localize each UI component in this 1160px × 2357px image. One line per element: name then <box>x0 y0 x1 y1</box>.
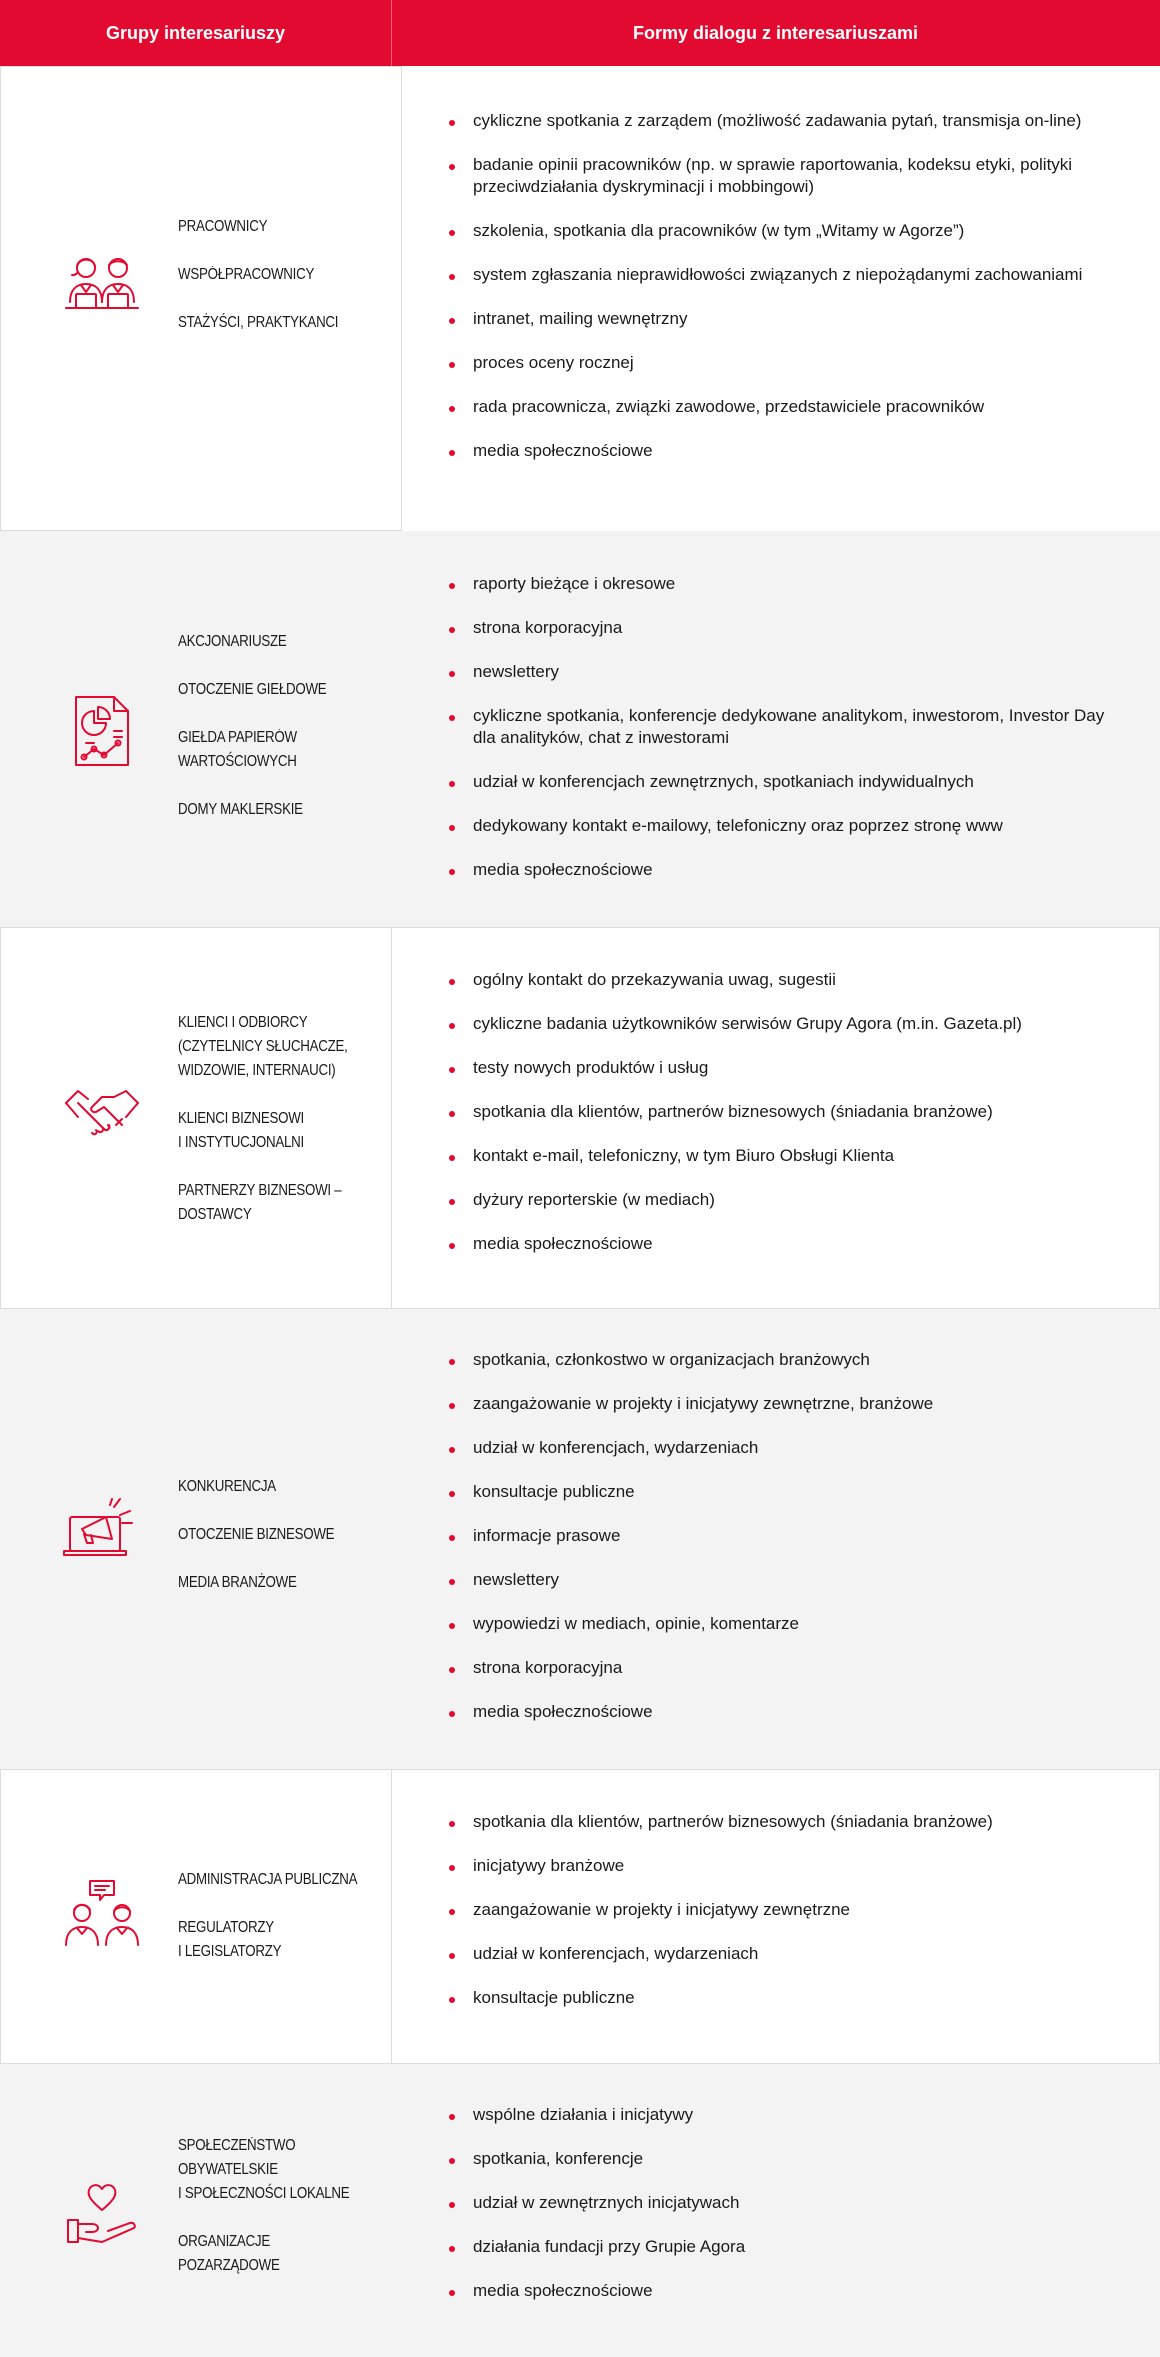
financial-report-icon <box>62 691 142 771</box>
list-item: ogólny kontakt do przekazywania uwag, sugestii <box>446 969 1126 991</box>
stakeholder-group: KONKURENCJA <box>178 1478 276 1495</box>
list-item: udział w zewnętrznych inicjatywach <box>446 2192 1126 2214</box>
dialogue-forms-list <box>446 2104 1126 2302</box>
list-item: konsultacje publiczne <box>446 1987 1126 2009</box>
stakeholder-group: ADMINISTRACJA PUBLICZNA <box>178 1871 358 1888</box>
list-item: rada pracownicza, związki zawodowe, przedstawiciele pracowników <box>446 396 1126 418</box>
list-item: wypowiedzi w mediach, opinie, komentarze <box>446 1613 1126 1635</box>
stakeholder-group: PARTNERZY BIZNESOWI – DOSTAWCY <box>178 1182 342 1223</box>
stakeholder-row-employees <box>0 66 1160 531</box>
dialogue-forms-list <box>446 573 1126 881</box>
list-item: spotkania dla klientów, partnerów biznesowych (śniadania branżowe) <box>446 1101 1126 1123</box>
header-stakeholder-groups: Grupy interesariuszy <box>105 22 286 43</box>
heart-hand-icon <box>62 2170 142 2250</box>
table-header <box>0 0 1160 66</box>
list-item: spotkania, konferencje <box>446 2148 1126 2170</box>
list-item: badanie opinii pracowników (np. w sprawie raportowania, kodeksu etyki, polityki przeciwdziałania dyskryminacji i mobbingowi) <box>446 154 1126 198</box>
list-item: inicjatywy branżowe <box>446 1855 1126 1877</box>
list-item: zaangażowanie w projekty i inicjatywy zewnętrzne, branżowe <box>446 1393 1126 1415</box>
list-item: media społecznościowe <box>446 2280 1126 2302</box>
dialogue-forms-list <box>446 1349 1126 1723</box>
list-item: udział w konferencjach zewnętrznych, spotkaniach indywidualnych <box>446 771 1126 793</box>
list-item: testy nowych produktów i usług <box>446 1057 1126 1079</box>
list-item: dedykowany kontakt e-mailowy, telefoniczny oraz poprzez stronę www <box>446 815 1126 837</box>
stakeholder-group: WSPÓŁPRACOWNICY <box>178 266 315 283</box>
stakeholder-groups <box>178 1868 388 1964</box>
employees-icon <box>62 248 142 328</box>
stakeholder-groups <box>178 1011 388 1227</box>
stakeholder-group: STAŻYŚCI, PRAKTYKANCI <box>178 314 339 331</box>
stakeholder-group: OTOCZENIE GIEŁDOWE <box>178 681 327 698</box>
list-item: udział w konferencjach, wydarzeniach <box>446 1943 1126 1965</box>
list-item: media społecznościowe <box>446 859 1126 881</box>
stakeholder-group: REGULATORZY I LEGISLATORZY <box>178 1919 282 1960</box>
list-item: działania fundacji przy Grupie Agora <box>446 2236 1126 2258</box>
list-item: system zgłaszania nieprawidłowości związanych z niepożądanymi zachowaniami <box>446 264 1126 286</box>
people-dialogue-icon <box>62 1875 142 1955</box>
handshake-icon <box>62 1073 142 1153</box>
stakeholder-group: SPOŁECZEŃSTWO OBYWATELSKIE I SPOŁECZNOŚCI LOKALNE <box>178 2137 350 2202</box>
stakeholder-group: MEDIA BRANŻOWE <box>178 1574 297 1591</box>
stakeholder-groups <box>178 1475 388 1595</box>
megaphone-laptop-icon <box>62 1487 142 1567</box>
list-item: spotkania dla klientów, partnerów biznesowych (śniadania branżowe) <box>446 1811 1126 1833</box>
dialogue-forms-list <box>446 969 1126 1255</box>
list-item: kontakt e-mail, telefoniczny, w tym Biuro Obsługi Klienta <box>446 1145 1126 1167</box>
list-item: media społecznościowe <box>446 1233 1126 1255</box>
list-item: zaangażowanie w projekty i inicjatywy zewnętrzne <box>446 1899 1126 1921</box>
stakeholder-groups <box>178 630 388 822</box>
list-item: strona korporacyjna <box>446 1657 1126 1679</box>
stakeholder-row-competition <box>0 1309 1160 1769</box>
list-item: cykliczne spotkania z zarządem (możliwość zadawania pytań, transmisja on-line) <box>446 110 1126 132</box>
stakeholder-group: DOMY MAKLERSKIE <box>178 801 303 818</box>
list-item: newslettery <box>446 661 1126 683</box>
list-item: newslettery <box>446 1569 1126 1591</box>
stakeholder-group: GIEŁDA PAPIERÓW WARTOŚCIOWYCH <box>178 729 297 770</box>
list-item: wspólne działania i inicjatywy <box>446 2104 1126 2126</box>
list-item: udział w konferencjach, wydarzeniach <box>446 1437 1126 1459</box>
stakeholder-group: KLIENCI I ODBIORCY (CZYTELNICY SŁUCHACZE, WIDZOWIE, INTERNAUCI) <box>178 1014 348 1079</box>
stakeholder-groups <box>178 2134 388 2278</box>
stakeholder-group: KLIENCI BIZNESOWI I INSTYTUCJONALNI <box>178 1110 304 1151</box>
stakeholder-row-clients <box>0 927 1160 1309</box>
list-item: cykliczne spotkania, konferencje dedykowane analitykom, inwestorom, Investor Day dla analityków, chat z inwestorami <box>446 705 1126 749</box>
list-item: szkolenia, spotkania dla pracowników (w tym „Witamy w Agorze”) <box>446 220 1126 242</box>
list-item: raporty bieżące i okresowe <box>446 573 1126 595</box>
stakeholder-group: PRACOWNICY <box>178 218 268 235</box>
stakeholder-row-civil-society <box>0 2064 1160 2357</box>
stakeholder-row-shareholders <box>0 531 1160 927</box>
stakeholder-group: OTOCZENIE BIZNESOWE <box>178 1526 335 1543</box>
list-item: dyżury reporterskie (w mediach) <box>446 1189 1126 1211</box>
list-item: cykliczne badania użytkowników serwisów Grupy Agora (m.in. Gazeta.pl) <box>446 1013 1126 1035</box>
dialogue-forms-list <box>446 110 1126 462</box>
list-item: proces oceny rocznej <box>446 352 1126 374</box>
dialogue-forms-list <box>446 1811 1126 2009</box>
list-item: spotkania, członkostwo w organizacjach branżowych <box>446 1349 1126 1371</box>
list-item: media społecznościowe <box>446 1701 1126 1723</box>
list-item: informacje prasowe <box>446 1525 1126 1547</box>
header-dialogue-forms: Formy dialogu z interesariuszami <box>632 22 919 43</box>
list-item: strona korporacyjna <box>446 617 1126 639</box>
list-item: intranet, mailing wewnętrzny <box>446 308 1126 330</box>
stakeholder-groups <box>178 215 388 335</box>
list-item: konsultacje publiczne <box>446 1481 1126 1503</box>
stakeholder-row-public-administration <box>0 1769 1160 2064</box>
list-item: media społecznościowe <box>446 440 1126 462</box>
stakeholder-group: ORGANIZACJE POZARZĄDOWE <box>178 2233 280 2274</box>
stakeholder-group: AKCJONARIUSZE <box>178 633 287 650</box>
